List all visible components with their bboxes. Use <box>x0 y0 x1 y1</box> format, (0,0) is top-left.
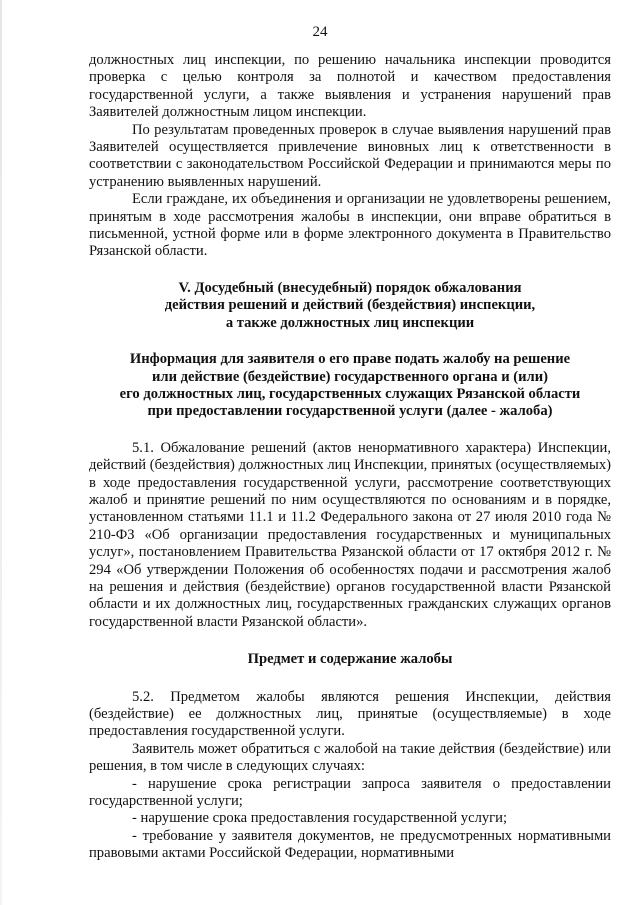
case-item-registration-deadline: - нарушение срока регистрации запроса заявителя о предоставлении государственной услуги; <box>89 775 611 810</box>
spacer <box>89 332 611 351</box>
intro-paragraph-1: должностных лиц инспекции, по решению начальника инспекции проводится проверка с целью контроля за полнотой и качеством предоставления государственной услуги, а также выявления и устранения нарушений прав Заявителей должностным лицом инспекции. <box>89 52 611 121</box>
spacer <box>89 669 611 689</box>
info-heading-line-2: или действие (бездействие) государственного органа и (или) <box>151 368 549 385</box>
section-heading-line-3: а также должностных лиц инспекции <box>225 314 475 331</box>
info-heading <box>89 351 611 421</box>
spacer <box>89 631 611 651</box>
info-heading-line-4: при предоставлении государственной услуги (далее - жалоба) <box>147 403 553 420</box>
scan-edge-shadow <box>0 0 2 905</box>
spacer <box>89 421 611 440</box>
section-heading-line-1: V. Досудебный (внесудебный) порядок обжалования <box>178 279 522 296</box>
info-heading-line-3: его должностных лиц, государственных служащих Рязанской области <box>119 385 581 402</box>
info-heading-line-1: Информация для заявителя о его праве подать жалобу на решение <box>129 351 571 368</box>
paragraph-5-2: 5.2. Предметом жалобы являются решения Инспекции, действия (бездействие) ее должностных лиц, принятые (осуществляемые) в ходе предоставления государственной услуги. <box>89 688 611 740</box>
page-number: 24 <box>312 24 328 40</box>
section-heading <box>89 280 611 332</box>
paragraph-5-1: 5.1. Обжалование решений (актов ненормативного характера) Инспекции, действий (бездействия) должностных лиц Инспекции, принятых (осуществляемых) в ходе предоставления государственной услуги, рассмотрение соответствующих жалоб и принятие решений по ним осуществляются по основаниям и в порядке, установленном статьями 11.1 и 11.2 Федерального закона от 27 июля 2010 года № 210-ФЗ «Об организации предоставления государственных и муниципальных услуг», постановлением Правительства Рязанской области от 17 октября 2012 г. № 294 «Об утверждении Положения об особенностях подачи и рассмотрения жалоб на решения и действия (бездействие) органов государственной власти Рязанской области и их должностных лиц, государственных гражданских служащих органов государственной власти Рязанской области». <box>89 439 611 630</box>
intro-paragraph-3: Если граждане, их объединения и организации не удовлетворены решением, принятым в ходе рассмотрения жалобы в инспекции, они вправе обратиться в письменной, устной форме или в форме электронного документа в Правительство Рязанской области. <box>89 191 611 260</box>
subject-heading: Предмет и содержание жалобы <box>247 651 453 668</box>
spacer <box>89 261 611 280</box>
intro-paragraph-2: По результатам проведенных проверок в случае выявления нарушений прав Заявителей осуществляется привлечение виновных лиц к ответственности в соответствии с законодательством Российской Федерации и принимаются меры по устранению выявленных нарушений. <box>89 121 611 190</box>
section-heading-line-2: действия решений и действий (бездействия) инспекции, <box>164 297 536 314</box>
appeal-cases-intro: Заявитель может обратиться с жалобой на такие действия (бездействие) или решения, в том числе в следующих случаях: <box>89 740 611 775</box>
case-item-extra-documents: - требование у заявителя документов, не предусмотренных нормативными правовыми актами Российской Федерации, нормативными <box>89 827 611 862</box>
case-item-service-deadline: - нарушение срока предоставления государственной услуги; <box>132 810 508 827</box>
document-body <box>89 52 611 863</box>
